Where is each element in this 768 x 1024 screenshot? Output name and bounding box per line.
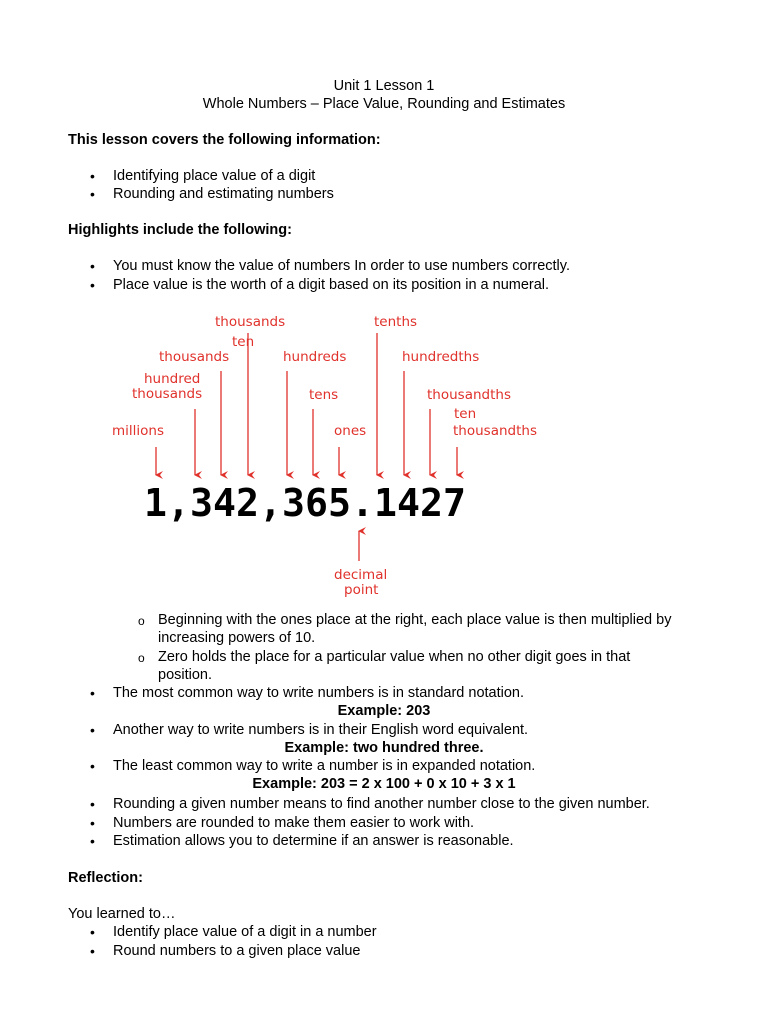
sub-bullet-icon: o [138, 614, 145, 628]
bullet-icon: • [90, 815, 95, 831]
label-ten-thousandths-line2: thousandths [453, 423, 537, 439]
bullet-icon: • [90, 722, 95, 738]
label-millions: millions [112, 423, 165, 439]
label-decimal-point-line1: decimal [334, 567, 388, 583]
word-equivalent-item: Another way to write numbers is in their English word equivalent. [113, 722, 529, 738]
covers-heading: This lesson covers the following information: [68, 132, 381, 148]
label-ten-thousandths-line1: ten [454, 406, 477, 422]
document-title: Whole Numbers – Place Value, Rounding and Estimates [202, 96, 566, 112]
label-hundredths: hundredths [402, 349, 480, 365]
word-equivalent-example: Example: two hundred three. [284, 740, 484, 756]
label-hundred-thousands-line1: hundred [144, 371, 201, 387]
highlights-item: You must know the value of numbers In order to use numbers correctly. [113, 258, 570, 274]
bullet-icon: • [90, 758, 95, 774]
sub-bullet-icon: o [138, 651, 145, 665]
label-decimal-point-line2: point [344, 582, 379, 598]
sub-item-line: position. [158, 667, 213, 683]
sub-item-line: Zero holds the place for a particular value when no other digit goes in that [158, 649, 631, 665]
label-ten-thousands-line1: ten [232, 334, 255, 350]
bullet-icon: • [90, 277, 95, 293]
expanded-notation-item: The least common way to write a number is in expanded notation. [113, 758, 536, 774]
label-ten-thousands-line2: thousands [159, 349, 230, 365]
label-ones: ones [334, 423, 367, 439]
covers-item: Rounding and estimating numbers [113, 186, 334, 202]
covers-item: Identifying place value of a digit [113, 168, 316, 184]
sub-item-line: Beginning with the ones place at the right, each place value is then multiplied by [158, 612, 672, 628]
highlights-heading: Highlights include the following: [68, 222, 292, 238]
unit-lesson-label: Unit 1 Lesson 1 [333, 78, 435, 94]
label-tenths: tenths [374, 314, 418, 330]
estimation-item: Estimation allows you to determine if an answer is reasonable. [113, 833, 514, 849]
highlights-item: Place value is the worth of a digit based on its position in a numeral. [113, 277, 550, 293]
label-hundreds: hundreds [283, 349, 347, 365]
expanded-notation-example: Example: 203 = 2 x 100 + 0 x 10 + 3 x 1 [252, 776, 516, 792]
label-tens: tens [309, 387, 339, 403]
bullet-icon: • [90, 186, 95, 202]
place-value-diagram [100, 305, 560, 605]
reflection-heading: Reflection: [68, 870, 143, 886]
place-value-number: 1,342,365.1427 [144, 481, 466, 525]
bullet-icon: • [90, 943, 95, 959]
rounded-item: Numbers are rounded to make them easier to work with. [113, 815, 475, 831]
bullet-icon: • [90, 833, 95, 849]
label-hundred-thousands-line2: thousands [132, 386, 203, 402]
bullet-icon: • [90, 258, 95, 274]
label-thousands: thousands [215, 314, 286, 330]
reflection-intro: You learned to… [68, 906, 176, 922]
reflection-item: Round numbers to a given place value [113, 943, 361, 959]
sub-item-line: increasing powers of 10. [158, 630, 316, 646]
bullet-icon: • [90, 685, 95, 701]
standard-notation-example: Example: 203 [337, 703, 431, 719]
bullet-icon: • [90, 796, 95, 812]
bullet-icon: • [90, 168, 95, 184]
rounding-item: Rounding a given number means to find another number close to the given number. [113, 796, 650, 812]
label-thousandths: thousandths [427, 387, 511, 403]
reflection-item: Identify place value of a digit in a number [113, 924, 377, 940]
bullet-icon: • [90, 924, 95, 940]
standard-notation-item: The most common way to write numbers is in standard notation. [113, 685, 525, 701]
